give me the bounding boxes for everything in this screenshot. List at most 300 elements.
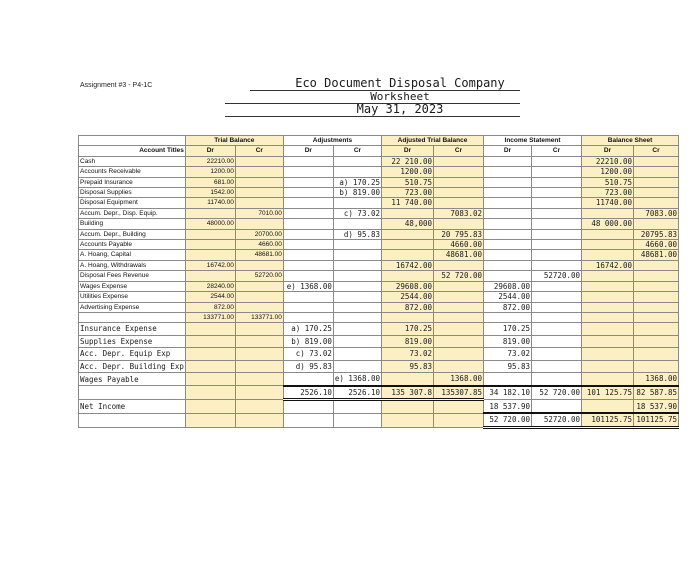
blank-cell (79, 386, 186, 400)
account-row (79, 177, 679, 187)
account-title: Utilities Expense (79, 292, 186, 302)
account-title: Prepaid Insurance (79, 177, 186, 187)
amount-cell (634, 198, 679, 208)
net-income-cell (434, 400, 484, 414)
amount-cell (434, 188, 484, 198)
blank-cell (79, 413, 186, 427)
amount-cell (283, 292, 333, 302)
net-income-label: Net Income (79, 400, 186, 414)
amount-cell (634, 323, 679, 336)
amount-cell (582, 281, 634, 291)
amount-cell (333, 260, 381, 270)
amount-cell (634, 281, 679, 291)
account-title: Supplies Expense (79, 335, 186, 348)
amount-cell: 20 795.83 (434, 229, 484, 239)
assignment-label: Assignment #3 - P4-1C (80, 82, 153, 89)
amount-cell (283, 373, 333, 386)
column-totals-row (79, 386, 679, 400)
added-account-row (79, 348, 679, 361)
amount-cell (235, 281, 283, 291)
amount-cell (532, 156, 582, 166)
amount-cell (634, 188, 679, 198)
amount-cell (333, 312, 381, 322)
amount-cell: a) 170.25 (333, 177, 381, 187)
amount-cell (484, 240, 532, 250)
account-title: Cash (79, 156, 186, 166)
amount-cell (532, 177, 582, 187)
group-header-row (79, 136, 679, 146)
account-row (79, 250, 679, 260)
amount-cell: 723.00 (582, 188, 634, 198)
amount-cell: 48681.00 (434, 250, 484, 260)
amount-cell (532, 219, 582, 229)
amount-cell: 7010.00 (235, 208, 283, 218)
amount-cell (634, 335, 679, 348)
amount-cell (283, 156, 333, 166)
amount-cell: 510.75 (582, 177, 634, 187)
account-row (79, 292, 679, 302)
dr-header: Dr (484, 146, 532, 156)
amount-cell (382, 208, 434, 218)
account-row (79, 229, 679, 239)
amount-cell (235, 292, 283, 302)
net-income-row (79, 400, 679, 414)
amount-cell: 1542.00 (185, 188, 235, 198)
worksheet-body (79, 136, 679, 428)
tb-total-cell: 133771.00 (185, 312, 235, 322)
amount-cell: 170.25 (382, 323, 434, 336)
trial-balance-totals-row (79, 312, 679, 322)
amount-cell: 681.00 (185, 177, 235, 187)
amount-cell (434, 312, 484, 322)
amount-cell (235, 198, 283, 208)
amount-cell (532, 229, 582, 239)
amount-cell (333, 292, 381, 302)
account-title: Accum. Depr., Disp. Equip. (79, 208, 186, 218)
amount-cell (283, 240, 333, 250)
amount-cell (582, 360, 634, 373)
amount-cell: 29608.00 (382, 281, 434, 291)
final-total-cell (235, 413, 283, 427)
amount-cell (235, 188, 283, 198)
amount-cell (283, 312, 333, 322)
account-title: Accum. Depr., Building (79, 229, 186, 239)
account-title: Accounts Payable (79, 240, 186, 250)
amount-cell: 16742.00 (185, 260, 235, 270)
amount-cell: 723.00 (382, 188, 434, 198)
amount-cell (434, 360, 484, 373)
amount-cell: 11740.00 (582, 198, 634, 208)
amount-cell: b) 819.00 (283, 335, 333, 348)
amount-cell (382, 312, 434, 322)
amount-cell (634, 156, 679, 166)
total-cell: 135307.85 (434, 386, 484, 400)
amount-cell (582, 348, 634, 361)
amount-cell (582, 335, 634, 348)
amount-cell: 73.02 (484, 348, 532, 361)
dr-header: Dr (582, 146, 634, 156)
total-cell (185, 386, 235, 400)
amount-cell (484, 208, 532, 218)
net-income-cell (382, 400, 434, 414)
amount-cell (582, 323, 634, 336)
net-income-cell: 18 537.90 (634, 400, 679, 414)
amount-cell: 48 000.00 (582, 219, 634, 229)
amount-cell: 22210.00 (185, 156, 235, 166)
worksheet-table (78, 135, 679, 429)
net-income-cell (283, 400, 333, 414)
amount-cell: 2544.00 (484, 292, 532, 302)
account-row (79, 281, 679, 291)
account-row (79, 240, 679, 250)
amount-cell (582, 271, 634, 281)
net-income-cell (235, 400, 283, 414)
amount-cell (532, 260, 582, 270)
amount-cell: 11 740.00 (382, 198, 434, 208)
amount-cell: d) 95.83 (283, 360, 333, 373)
net-income-cell (582, 400, 634, 414)
amount-cell (634, 177, 679, 187)
cr-header: Cr (434, 146, 484, 156)
amount-cell (283, 208, 333, 218)
amount-cell (634, 167, 679, 177)
amount-cell (333, 198, 381, 208)
final-total-cell (434, 413, 484, 427)
amount-cell: 2544.00 (185, 292, 235, 302)
worksheet-date: May 31, 2023 (356, 102, 444, 116)
account-title: Acc. Depr. Building Exp (80, 361, 184, 371)
amount-cell (333, 156, 381, 166)
account-row (79, 156, 679, 166)
amount-cell (382, 229, 434, 239)
amount-cell (434, 292, 484, 302)
amount-cell (185, 335, 235, 348)
amount-cell (185, 348, 235, 361)
amount-cell (333, 271, 381, 281)
amount-cell: 170.25 (484, 323, 532, 336)
account-row (79, 198, 679, 208)
amount-cell (532, 348, 582, 361)
amount-cell: e) 1368.00 (283, 281, 333, 291)
cr-header: Cr (532, 146, 582, 156)
amount-cell: 1368.00 (434, 373, 484, 386)
total-cell (235, 386, 283, 400)
amount-cell: 28240.00 (185, 281, 235, 291)
amount-cell (532, 302, 582, 312)
amount-cell (283, 250, 333, 260)
amount-cell (235, 335, 283, 348)
amount-cell: 29608.00 (484, 281, 532, 291)
total-cell: 52 720.00 (532, 386, 582, 400)
amount-cell (185, 208, 235, 218)
amount-cell (634, 302, 679, 312)
amount-cell: 872.00 (484, 302, 532, 312)
amount-cell (434, 323, 484, 336)
amount-cell: 4660.00 (634, 240, 679, 250)
amount-cell: 1200.00 (382, 167, 434, 177)
net-income-cell (185, 400, 235, 414)
account-row (79, 219, 679, 229)
amount-cell (382, 240, 434, 250)
header-trial-balance: Trial Balance (185, 136, 283, 146)
amount-cell: 2544.00 (382, 292, 434, 302)
account-titles-header: Account Titles (79, 146, 186, 156)
amount-cell (235, 156, 283, 166)
amount-cell: 16742.00 (382, 260, 434, 270)
amount-cell: 48000.00 (185, 219, 235, 229)
amount-cell (434, 335, 484, 348)
final-total-cell (333, 413, 381, 427)
total-cell: 135 307.8 (382, 386, 434, 400)
total-cell: 2526.10 (283, 386, 333, 400)
amount-cell: 4660.00 (434, 240, 484, 250)
amount-cell (185, 229, 235, 239)
amount-cell (283, 177, 333, 187)
amount-cell (333, 348, 381, 361)
amount-cell: 510.75 (382, 177, 434, 187)
amount-cell (185, 271, 235, 281)
amount-cell: 819.00 (484, 335, 532, 348)
total-cell: 2526.10 (333, 386, 381, 400)
amount-cell (634, 260, 679, 270)
amount-cell: 52720.00 (532, 271, 582, 281)
amount-cell (582, 312, 634, 322)
amount-cell: 95.83 (484, 360, 532, 373)
dr-header: Dr (185, 146, 235, 156)
amount-cell: 95.83 (382, 360, 434, 373)
cr-header: Cr (235, 146, 283, 156)
final-total-cell (283, 413, 333, 427)
company-name: Eco Document Disposal Company (295, 76, 505, 90)
amount-cell (532, 360, 582, 373)
amount-cell: a) 170.25 (283, 323, 333, 336)
amount-cell (185, 240, 235, 250)
amount-cell (582, 250, 634, 260)
dr-header: Dr (283, 146, 333, 156)
account-title: Disposal Fees Revenue (79, 271, 186, 281)
worksheet-title: Worksheet (370, 90, 430, 103)
amount-cell (634, 219, 679, 229)
amount-cell (333, 219, 381, 229)
amount-cell (484, 177, 532, 187)
amount-cell (434, 260, 484, 270)
amount-cell (235, 177, 283, 187)
amount-cell (434, 198, 484, 208)
account-row (79, 302, 679, 312)
amount-cell (283, 188, 333, 198)
amount-cell (382, 373, 434, 386)
amount-cell (532, 335, 582, 348)
account-row (79, 271, 679, 281)
added-account-row (79, 323, 679, 336)
amount-cell (235, 360, 283, 373)
amount-cell (434, 281, 484, 291)
amount-cell (185, 250, 235, 260)
amount-cell (283, 271, 333, 281)
amount-cell (532, 188, 582, 198)
net-income-cell (333, 400, 381, 414)
added-account-row (79, 373, 679, 386)
amount-cell: 1200.00 (185, 167, 235, 177)
amount-cell (235, 373, 283, 386)
amount-cell (185, 373, 235, 386)
amount-cell: 52720.00 (235, 271, 283, 281)
amount-cell: 7083.02 (434, 208, 484, 218)
amount-cell (484, 312, 532, 322)
amount-cell (582, 229, 634, 239)
net-income-cell: 18 537.90 (484, 400, 532, 414)
final-total-cell: 52720.00 (532, 413, 582, 427)
amount-cell: 872.00 (185, 302, 235, 312)
account-title: Insurance Expense (79, 323, 186, 336)
amount-cell (532, 250, 582, 260)
final-total-cell: 52 720.00 (484, 413, 532, 427)
amount-cell (333, 167, 381, 177)
amount-cell (582, 302, 634, 312)
amount-cell: b) 819.00 (333, 188, 381, 198)
amount-cell (333, 323, 381, 336)
amount-cell: 1200.00 (582, 167, 634, 177)
amount-cell (283, 260, 333, 270)
amount-cell (235, 167, 283, 177)
dr-header: Dr (382, 146, 434, 156)
account-title: Disposal Equipment (79, 198, 186, 208)
account-title: A. Hoang, Capital (79, 250, 186, 260)
amount-cell (582, 208, 634, 218)
amount-cell (532, 208, 582, 218)
amount-cell: 11740.00 (185, 198, 235, 208)
amount-cell: 52 720.00 (434, 271, 484, 281)
total-cell: 82 587.85 (634, 386, 679, 400)
header-balance-sheet: Balance Sheet (582, 136, 679, 146)
amount-cell (484, 219, 532, 229)
amount-cell (283, 198, 333, 208)
amount-cell: 48,000 (382, 219, 434, 229)
amount-cell (185, 360, 235, 373)
amount-cell: c) 73.02 (333, 208, 381, 218)
amount-cell (484, 250, 532, 260)
amount-cell (283, 167, 333, 177)
account-title: Disposal Supplies (79, 188, 186, 198)
amount-cell (582, 373, 634, 386)
amount-cell (532, 240, 582, 250)
blank-header (79, 136, 186, 146)
amount-cell (333, 360, 381, 373)
amount-cell: 22 210.00 (382, 156, 434, 166)
amount-cell: e) 1368.00 (333, 373, 381, 386)
cr-header: Cr (333, 146, 381, 156)
amount-cell: 73.02 (382, 348, 434, 361)
amount-cell (235, 260, 283, 270)
amount-cell (185, 323, 235, 336)
amount-cell (283, 302, 333, 312)
amount-cell: d) 95.83 (333, 229, 381, 239)
amount-cell (283, 229, 333, 239)
amount-cell: 48681.00 (235, 250, 283, 260)
amount-cell (582, 292, 634, 302)
final-total-cell: 101125.75 (634, 413, 679, 427)
added-account-row (79, 335, 679, 348)
amount-cell: 7083.00 (634, 208, 679, 218)
amount-cell (532, 167, 582, 177)
amount-cell (634, 360, 679, 373)
amount-cell (434, 219, 484, 229)
amount-cell (634, 312, 679, 322)
account-title: Wages Payable (79, 373, 186, 386)
amount-cell (484, 156, 532, 166)
header-adjusted-trial-balance: Adjusted Trial Balance (382, 136, 484, 146)
header-income-statement: Income Statement (484, 136, 582, 146)
account-row (79, 208, 679, 218)
amount-cell (532, 292, 582, 302)
amount-cell (333, 281, 381, 291)
amount-cell (434, 348, 484, 361)
amount-cell: 819.00 (382, 335, 434, 348)
net-income-cell (532, 400, 582, 414)
amount-cell (484, 260, 532, 270)
account-row (79, 260, 679, 270)
amount-cell (382, 271, 434, 281)
cr-header: Cr (634, 146, 679, 156)
amount-cell (484, 198, 532, 208)
amount-cell: 20700.00 (235, 229, 283, 239)
account-title: Acc. Depr. Equip Exp (79, 348, 186, 361)
amount-cell (333, 240, 381, 250)
amount-cell: c) 73.02 (283, 348, 333, 361)
account-title: Building (79, 219, 186, 229)
amount-cell (532, 373, 582, 386)
account-title: Advertising Expense (79, 302, 186, 312)
amount-cell (333, 302, 381, 312)
amount-cell (634, 271, 679, 281)
account-title: Accounts Receivable (79, 167, 186, 177)
final-totals-row (79, 413, 679, 427)
amount-cell: 20795.83 (634, 229, 679, 239)
amount-cell (532, 312, 582, 322)
total-cell: 101 125.75 (582, 386, 634, 400)
amount-cell (235, 302, 283, 312)
amount-cell (484, 229, 532, 239)
amount-cell (634, 348, 679, 361)
tb-total-cell: 133771.00 (235, 312, 283, 322)
amount-cell (434, 167, 484, 177)
amount-cell: 1368.00 (634, 373, 679, 386)
amount-cell (532, 323, 582, 336)
amount-cell: 16742.00 (582, 260, 634, 270)
amount-cell (235, 323, 283, 336)
amount-cell: 22210.00 (582, 156, 634, 166)
amount-cell: 48681.00 (634, 250, 679, 260)
amount-cell: 4660.00 (235, 240, 283, 250)
account-row (79, 167, 679, 177)
amount-cell (484, 188, 532, 198)
final-total-cell (185, 413, 235, 427)
amount-cell (532, 281, 582, 291)
amount-cell (434, 177, 484, 187)
amount-cell (434, 302, 484, 312)
drcr-header-row (79, 146, 679, 156)
amount-cell (484, 167, 532, 177)
amount-cell (434, 156, 484, 166)
amount-cell (634, 292, 679, 302)
amount-cell (235, 219, 283, 229)
date-underline (225, 116, 520, 117)
amount-cell (333, 250, 381, 260)
amount-cell (382, 250, 434, 260)
account-title: Wages Expense (79, 281, 186, 291)
added-account-row (79, 360, 679, 373)
amount-cell: 872.00 (382, 302, 434, 312)
